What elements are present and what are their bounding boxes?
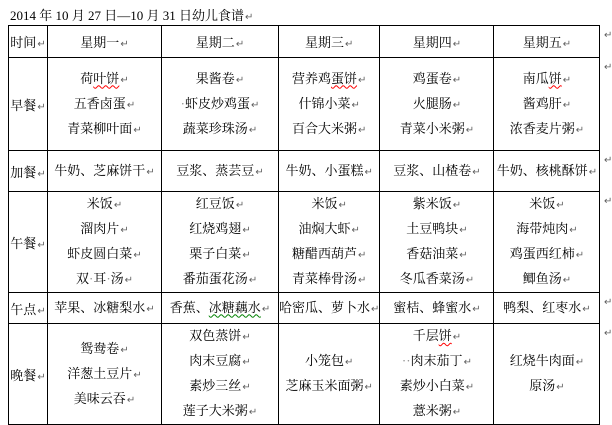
column-header-thursday: 星期四↵ <box>380 26 494 58</box>
menu-item: 溜肉片↵ <box>80 221 129 236</box>
menu-item: 火腿肠↵ <box>412 95 462 111</box>
paragraph-mark-icon: ↵ <box>452 74 462 86</box>
menu-item: 鸭梨、红枣水↵ <box>503 299 591 315</box>
space-mark-icon: · <box>88 271 94 286</box>
menu-item: 香蕉、冰糖藕水↵ <box>169 299 271 315</box>
document-title: 2014 年 10 月 27 日—10 月 31 日幼儿食谱↵ <box>10 8 254 23</box>
menu-item: ·虾皮炒鸡蛋↵ <box>180 95 260 111</box>
paragraph-mark-icon: ↵ <box>242 225 251 236</box>
paragraph-mark-icon: ↵ <box>37 168 46 180</box>
menu-item: 米饭↵ <box>86 196 123 211</box>
menu-item: 洋葱土豆片↵ <box>67 365 142 381</box>
menu-item: 小笼包↵ <box>305 353 354 368</box>
column-header-time: 时间↵ <box>9 26 48 58</box>
red-squiggle-underline: 蛋饼 <box>331 70 358 86</box>
paragraph-mark-icon: ↵ <box>452 332 462 343</box>
menu-item: 青菜棒骨汤↵ <box>292 271 367 286</box>
row-end-mark-icon: ↵ <box>604 297 612 308</box>
menu-item: 红烧鸡翅↵ <box>189 221 251 236</box>
menu-item: 素炒小白菜↵ <box>399 378 475 393</box>
menu-cell-breakfast-friday <box>494 58 600 151</box>
paragraph-mark-icon: ↵ <box>364 166 373 178</box>
menu-cell-afternoon-snack-friday <box>494 293 600 324</box>
menu-item: 薏米粥↵ <box>412 403 462 418</box>
paragraph-mark-icon: ↵ <box>452 99 462 111</box>
paragraph-mark-icon: ↵ <box>575 250 585 261</box>
menu-item: 鸡蛋卷↵ <box>412 70 462 86</box>
paragraph-mark-icon: ↵ <box>120 39 129 50</box>
menu-cell-afternoon-snack-tuesday <box>162 293 279 324</box>
menu-cell-dinner-tuesday <box>162 324 279 425</box>
menu-cell-dinner-thursday <box>380 324 494 425</box>
paragraph-mark-icon: ↵ <box>37 101 46 113</box>
menu-item: 红豆饭↵ <box>195 196 245 211</box>
paragraph-mark-icon: ↵ <box>358 74 367 86</box>
paragraph-mark-icon: ↵ <box>358 124 367 136</box>
paragraph-mark-icon: ↵ <box>124 275 134 286</box>
paragraph-mark-icon: ↵ <box>235 200 245 211</box>
menu-table <box>8 25 600 425</box>
column-header-wednesday: 星期三↵ <box>279 26 380 58</box>
paragraph-mark-icon: ↵ <box>338 200 347 211</box>
menu-item: 莲子大米粥↵ <box>182 403 258 418</box>
paragraph-mark-icon: ↵ <box>242 332 251 343</box>
paragraph-mark-icon: ↵ <box>120 225 129 236</box>
menu-cell-breakfast-wednesday <box>279 58 380 151</box>
table-row-afternoon-snack <box>9 293 600 324</box>
paragraph-mark-icon: ↵ <box>575 357 585 368</box>
row-end-mark-icon: ↵ <box>604 155 612 166</box>
paragraph-mark-icon: ↵ <box>472 166 481 178</box>
paragraph-mark-icon: ↵ <box>235 39 245 50</box>
menu-item: 香菇油菜↵ <box>406 246 468 261</box>
paragraph-mark-icon: ↵ <box>588 166 598 178</box>
paragraph-mark-icon: ↵ <box>37 39 46 50</box>
paragraph-mark-icon: ↵ <box>146 303 155 315</box>
paragraph-mark-icon: ↵ <box>345 39 354 50</box>
menu-item: 浓香麦片粥↵ <box>509 120 585 136</box>
row-end-mark-icon: ↵ <box>604 196 612 207</box>
table-row-morning-snack <box>9 151 600 192</box>
menu-cell-breakfast-thursday <box>380 58 494 151</box>
menu-item: 千层饼↵ <box>412 328 462 343</box>
menu-cell-dinner-friday <box>494 324 600 425</box>
menu-item: 牛奶、小蛋糕↵ <box>285 162 373 178</box>
menu-item: 青菜小米粥↵ <box>399 120 475 136</box>
paragraph-mark-icon: ↵ <box>364 382 373 393</box>
menu-item: 米饭↵ <box>529 196 565 211</box>
menu-item: 双·耳·汤↵ <box>75 271 134 286</box>
menu-item: 鸳鸯卷↵ <box>80 340 129 356</box>
menu-item: 豆浆、蒸芸豆↵ <box>176 162 264 178</box>
menu-item: 芝麻玉米面粥↵ <box>285 378 373 393</box>
paragraph-mark-icon: ↵ <box>459 250 468 261</box>
paragraph-mark-icon: ↵ <box>556 200 565 211</box>
menu-item: 果酱卷↵ <box>195 70 245 86</box>
paragraph-mark-icon: ↵ <box>582 303 591 315</box>
paragraph-mark-icon: ↵ <box>562 74 572 86</box>
row-end-mark-icon: ↵ <box>604 62 612 73</box>
red-squiggle-underline: 饼 <box>548 70 562 86</box>
menu-item: 冬瓜香菜汤↵ <box>399 271 475 286</box>
paragraph-mark-icon: ↵ <box>37 239 46 251</box>
menu-item: 番茄蛋花汤↵ <box>182 271 258 286</box>
paragraph-mark-icon: ↵ <box>250 99 260 111</box>
paragraph-mark-icon: ↵ <box>562 275 572 286</box>
paragraph-mark-icon: ↵ <box>235 74 245 86</box>
menu-item: 营养鸡蛋饼↵ <box>291 70 367 86</box>
menu-item: 蔬菜珍珠汤↵ <box>182 120 258 136</box>
menu-cell-afternoon-snack-monday <box>48 293 162 324</box>
row-end-mark-icon: ↵ <box>604 30 612 41</box>
header-row <box>9 26 600 58</box>
space-mark-icon: · <box>401 353 407 368</box>
paragraph-mark-icon: ↵ <box>37 305 46 317</box>
paragraph-mark-icon: ↵ <box>133 250 142 261</box>
row-label-dinner: 晚餐↵ <box>9 324 48 425</box>
paragraph-mark-icon: ↵ <box>358 250 367 261</box>
menu-item: 青菜柳叶面↵ <box>67 120 142 136</box>
menu-cell-morning-snack-friday <box>494 151 600 192</box>
space-mark-icon: · <box>180 95 185 111</box>
paragraph-mark-icon: ↵ <box>133 124 142 136</box>
menu-item: 油焖大虾↵ <box>298 221 360 236</box>
paragraph-mark-icon: ↵ <box>345 357 354 368</box>
paragraph-mark-icon: ↵ <box>358 275 367 286</box>
menu-item: 鸡蛋西红柿↵ <box>509 246 585 261</box>
menu-cell-breakfast-tuesday <box>162 58 279 151</box>
row-label-morning-snack: 加餐↵ <box>9 151 48 192</box>
paragraph-mark-icon: ↵ <box>242 382 251 393</box>
paragraph-mark-icon: ↵ <box>465 124 475 136</box>
menu-cell-afternoon-snack-wednesday <box>279 293 380 324</box>
paragraph-mark-icon: ↵ <box>562 39 572 50</box>
paragraph-mark-icon: ↵ <box>248 275 258 286</box>
row-end-mark-icon: ↵ <box>604 328 612 339</box>
paragraph-mark-icon: ↵ <box>562 99 572 111</box>
paragraph-mark-icon: ↵ <box>463 357 472 368</box>
paragraph-mark-icon: ↵ <box>37 371 46 383</box>
menu-cell-lunch-tuesday <box>162 192 279 293</box>
menu-item: 酱鸡肝↵ <box>522 95 572 111</box>
paragraph-mark-icon: ↵ <box>556 382 565 393</box>
table-row-breakfast <box>9 58 600 151</box>
menu-item: 虾皮圆白菜↵ <box>67 246 142 261</box>
paragraph-mark-icon: ↵ <box>452 39 462 50</box>
red-squiggle-underline: 叶饼 <box>93 70 120 86</box>
paragraph-mark-icon: ↵ <box>261 303 271 315</box>
paragraph-mark-icon: ↵ <box>248 124 258 136</box>
menu-item: 红烧牛肉面↵ <box>509 353 585 368</box>
menu-item: 糖醋西葫芦↵ <box>292 246 367 261</box>
menu-item: 原汤↵ <box>529 378 565 393</box>
menu-item: 鲫鱼汤↵ <box>522 271 572 286</box>
menu-item: 苹果、冰糖梨水↵ <box>54 299 155 315</box>
menu-item: 蜜桔、蜂蜜水↵ <box>393 299 481 315</box>
menu-item: ··肉末茄丁↵ <box>401 353 472 368</box>
menu-item: 米饭↵ <box>311 196 347 211</box>
menu-item: 肉末豆腐↵ <box>189 353 251 368</box>
menu-cell-morning-snack-tuesday <box>162 151 279 192</box>
menu-cell-morning-snack-monday <box>48 151 162 192</box>
paragraph-mark-icon: ↵ <box>113 200 123 211</box>
menu-cell-lunch-thursday <box>380 192 494 293</box>
paragraph-mark-icon: ↵ <box>255 166 264 178</box>
paragraph-mark-icon: ↵ <box>452 200 462 211</box>
menu-item: 五香卤蛋↵ <box>73 95 136 111</box>
paragraph-mark-icon: ↵ <box>120 344 129 356</box>
paragraph-mark-icon: ↵ <box>575 124 585 136</box>
green-squiggle-underline: 冰糖藕水 <box>208 299 261 315</box>
paragraph-mark-icon: ↵ <box>245 12 254 23</box>
menu-cell-lunch-friday <box>494 192 600 293</box>
paragraph-mark-icon: ↵ <box>472 303 481 315</box>
paragraph-mark-icon: ↵ <box>569 225 578 236</box>
menu-item: 栗子白菜↵ <box>189 246 251 261</box>
table-row-dinner <box>9 324 600 425</box>
menu-item: 美味云吞↵ <box>73 390 136 406</box>
space-mark-icon: · <box>406 353 411 368</box>
paragraph-mark-icon: ↵ <box>126 394 136 406</box>
menu-item: 哈密瓜、萝卜水↵ <box>279 299 380 315</box>
paragraph-mark-icon: ↵ <box>133 369 142 381</box>
space-mark-icon: · <box>106 271 111 286</box>
menu-item: 豆浆、山楂卷↵ <box>393 162 481 178</box>
paragraph-mark-icon: ↵ <box>120 74 129 86</box>
menu-item: 什锦小菜↵ <box>298 95 360 111</box>
row-label-lunch: 午餐↵ <box>9 192 48 293</box>
paragraph-mark-icon: ↵ <box>248 407 258 418</box>
column-header-monday: 星期一↵ <box>48 26 162 58</box>
menu-item: 南瓜饼↵ <box>522 70 572 86</box>
menu-item: 素炒三丝↵ <box>189 378 251 393</box>
menu-cell-breakfast-monday <box>48 58 162 151</box>
column-header-tuesday: 星期二↵ <box>162 26 279 58</box>
red-squiggle-underline: 饼 <box>438 328 452 343</box>
column-header-friday: 星期五↵ <box>494 26 600 58</box>
row-label-breakfast: 早餐↵ <box>9 58 48 151</box>
menu-cell-dinner-monday <box>48 324 162 425</box>
paragraph-mark-icon: ↵ <box>452 407 462 418</box>
paragraph-mark-icon: ↵ <box>371 303 380 315</box>
menu-cell-lunch-monday <box>48 192 162 293</box>
menu-item: 百合大米粥↵ <box>292 120 367 136</box>
menu-item: 牛奶、核桃酥饼↵ <box>496 162 598 178</box>
paragraph-mark-icon: ↵ <box>459 225 468 236</box>
paragraph-mark-icon: ↵ <box>242 357 251 368</box>
menu-item: 双色蒸饼↵ <box>189 328 251 343</box>
table-row-lunch <box>9 192 600 293</box>
paragraph-mark-icon: ↵ <box>126 99 136 111</box>
paragraph-mark-icon: ↵ <box>351 99 360 111</box>
menu-item: 海带炖肉↵ <box>516 221 578 236</box>
menu-cell-morning-snack-thursday <box>380 151 494 192</box>
menu-item: 紫米饭↵ <box>412 196 462 211</box>
paragraph-mark-icon: ↵ <box>351 225 360 236</box>
menu-item: 荷叶饼↵ <box>80 70 129 86</box>
paragraph-mark-icon: ↵ <box>242 250 251 261</box>
menu-cell-morning-snack-wednesday <box>279 151 380 192</box>
paragraph-mark-icon: ↵ <box>465 382 475 393</box>
menu-cell-lunch-wednesday <box>279 192 380 293</box>
menu-cell-dinner-wednesday <box>279 324 380 425</box>
paragraph-mark-icon: ↵ <box>465 275 475 286</box>
menu-item: 牛奶、芝麻饼干↵ <box>54 162 155 178</box>
menu-item: 土豆鸭块↵ <box>406 221 468 236</box>
row-label-afternoon-snack: 午点↵ <box>9 293 48 324</box>
paragraph-mark-icon: ↵ <box>146 166 155 178</box>
menu-cell-afternoon-snack-thursday <box>380 293 494 324</box>
